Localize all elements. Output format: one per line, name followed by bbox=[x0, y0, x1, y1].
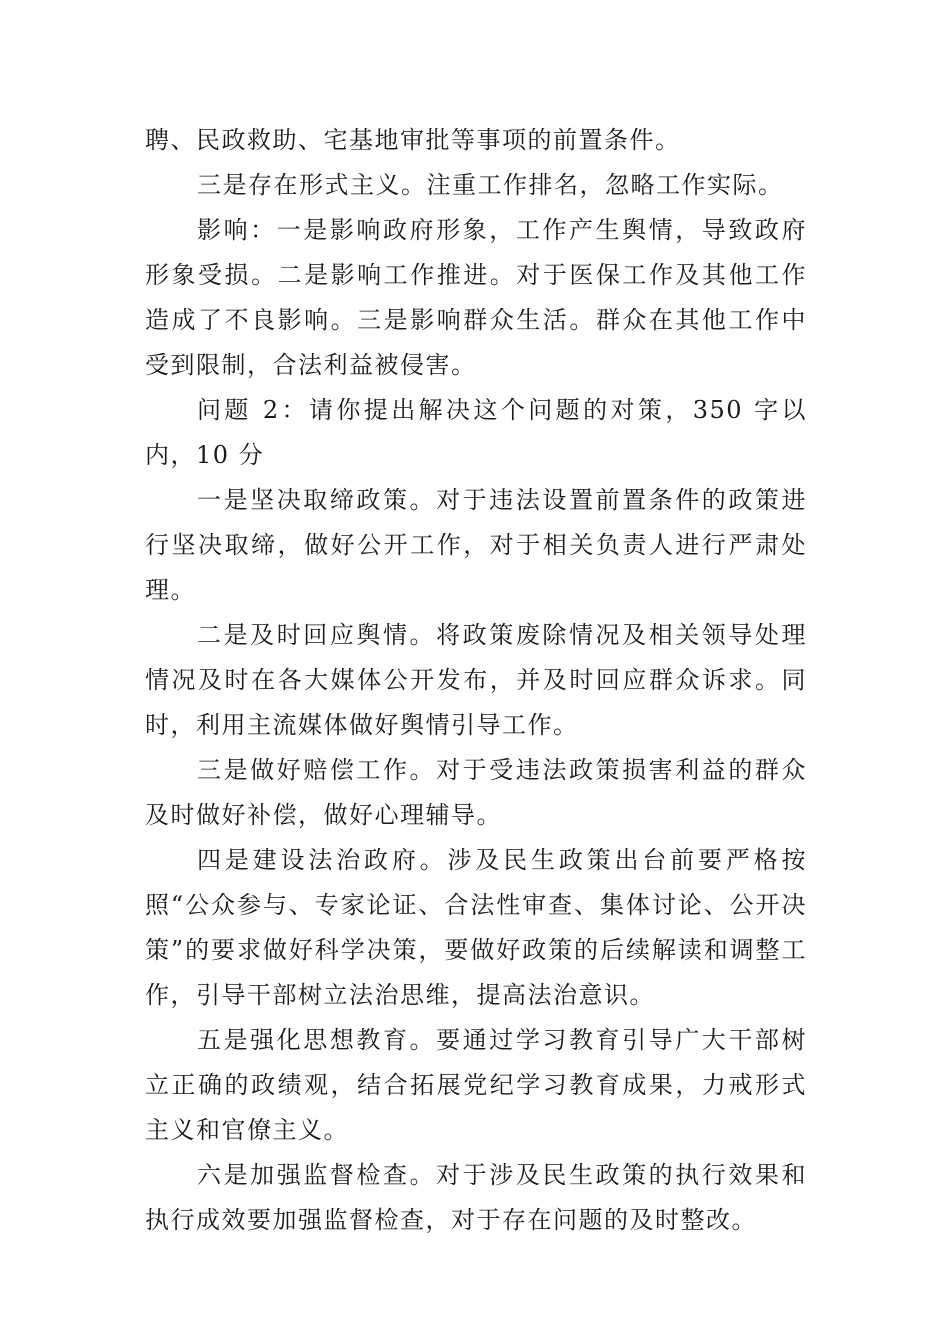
paragraph-measure-5: 五是强化思想教育。要通过学习教育引导广大干部树立正确的政绩观，结合拓展党纪学习教育成果，力戒形式主义和官僚主义。 bbox=[145, 1026, 807, 1144]
paragraph-continuation: 聘、民政救助、宅基地审批等事项的前置条件。 bbox=[145, 126, 681, 154]
paragraph-measure-3: 三是做好赔偿工作。对于受违法政策损害利益的群众及时做好补偿，做好心理辅导。 bbox=[145, 756, 807, 829]
question-2-heading: 问题 2：请你提出解决这个问题的对策，350 字以内，10 分 bbox=[145, 396, 807, 469]
paragraph-measure-6: 六是加强监督检查。对于涉及民生政策的执行效果和执行成效要加强监督检查，对于存在问题的及时整改。 bbox=[145, 1161, 807, 1234]
paragraph-formalism: 三是存在形式主义。注重工作排名，忽略工作实际。 bbox=[197, 171, 784, 199]
paragraph-impact: 影响：一是影响政府形象，工作产生舆情，导致政府形象受损。二是影响工作推进。对于医保工作及其他工作造成了不良影响。三是影响群众生活。群众在其他工作中受到限制，合法利益被侵害。 bbox=[145, 216, 807, 379]
paragraph-measure-1: 一是坚决取缔政策。对于违法设置前置条件的政策进行坚决取缔，做好公开工作，对于相关负责人进行严肃处理。 bbox=[145, 486, 807, 604]
document-body bbox=[145, 118, 807, 1243]
paragraph-measure-2: 二是及时回应舆情。将政策废除情况及相关领导处理情况及时在各大媒体公开发布，并及时回应群众诉求。同时，利用主流媒体做好舆情引导工作。 bbox=[145, 621, 807, 739]
paragraph-measure-4: 四是建设法治政府。涉及民生政策出台前要严格按照“公众参与、专家论证、合法性审查、集体讨论、公开决策”的要求做好科学决策，要做好政策的后续解读和调整工作，引导干部树立法治思维，提高法治意识。 bbox=[145, 846, 807, 1009]
